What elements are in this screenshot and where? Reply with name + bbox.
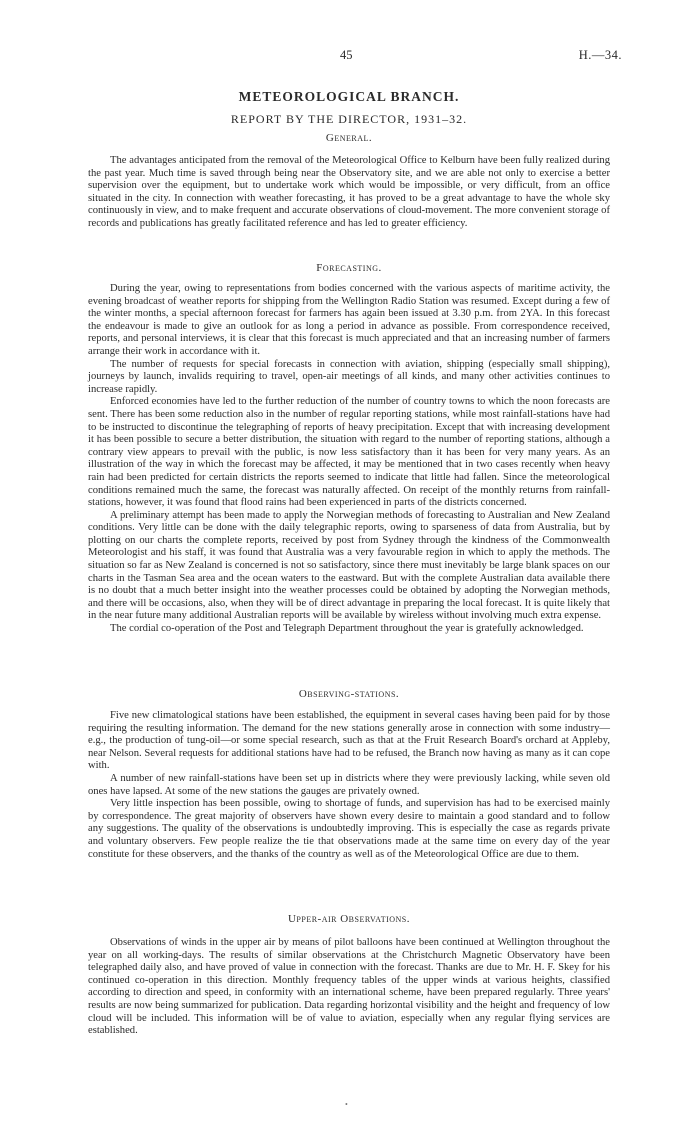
section-upper-air — [88, 937, 610, 1038]
section-general — [88, 155, 610, 231]
section-heading-forecasting: Forecasting. — [316, 262, 382, 274]
paragraph: Very little inspection has been possible, owing to shortage of funds, and supervision has had to be exercised mainly by correspondence. The great majority of observers have shown every desire to maintain a good standard and to follow any suggestions. The quality of the observations is undoubtedly improving. This is especially the case as regards private and voluntary observers. Few people realize the tie that observations made at the same time on every day of the year constitute for these observers, and the thanks of the country as well as of the Meteorological Office are due to them. — [88, 798, 610, 860]
paragraph: During the year, owing to representations from bodies concerned with the various aspects of maritime activity, the evening broadcast of weather reports for shipping from the Wellington Radio Station was resumed. Except during a few of the winter months, a special afternoon forecast for farmers has again been issued at 3.30 p.m. from 2YA. In this forecast the endeavour is made to give an outlook for as long a period in advance as possible. From correspondence received, reports, and personal interviews, it is clear that this forecast is much appreciated and that an increasing number of farmers arrange their work in accordance with it. — [88, 283, 610, 357]
paragraph: Five new climatological stations have been established, the equipment in several cases having been paid for by those requiring the resulting information. The demand for the new stations generally arose in connection with some industry—e.g., the production of tung-oil—or some special research, such as that at the Fruit Research Board's orchard at Appleby, near Nelson. Several requests for additional stations have had to be refused, the Branch now having as many as it can cope with. — [88, 710, 610, 772]
page-mark: • — [345, 1100, 348, 1109]
paragraph: The number of requests for special forecasts in connection with aviation, shipping (especially small shipping), journeys by launch, invalids requiring to travel, open-air meetings of all kinds, and many other activities continues to increase rapidly. — [88, 358, 610, 395]
paragraph: Observations of winds in the upper air by means of pilot balloons have been continued at Wellington throughout the year on all working-days. The results of similar observations at the Christchurch Magnetic Observatory have been telegraphed daily also, and have proved of value in connection with the forecast. Thanks are due to Mr. H. F. Skey for his continued co-operation in this direction. Monthly frequency tables of the upper winds at various heights, classified according to direction and speed, in conformity with an international scheme, have been prepared regularly. Three years' results are now being summarized for publication. Data regarding horizontal visibility and the height and frequency of low cloud will be included. This information will be of value to aviation, especially when any regular flying services are established. — [88, 937, 610, 1037]
page-title: METEOROLOGICAL BRANCH. — [238, 89, 460, 104]
paragraph: The cordial co-operation of the Post and Telegraph Department throughout the year is gratefully acknowledged. — [110, 623, 584, 635]
document-reference: H.—34. — [578, 48, 622, 62]
page-number: 45 — [340, 48, 353, 62]
paragraph: A preliminary attempt has been made to apply the Norwegian methods of forecasting to Australian and New Zealand conditions. Very little can be done with the daily telegraphic reports, owing to sparseness of data from Australia, but by plotting on our charts the complete reports, received by post from Sydney through the kindness of the Commonwealth Meteorologist and his staff, it was found that Australia was a very favourable region in which to apply the methods. The situation so far as New Zealand is concerned is not so satisfactory, since there must inevitably be large blank spaces on our charts in the Tasman Sea area and the ocean waters to the eastward. But with the complete Australian data available there is no doubt that a much better insight into the weather processes could be obtained by adopting the Norwegian methods, and there will be occasions, also, when they will be of direct advantage in preparing the local forecast. It is quite likely that in the near future many additional Australian reports will be available by wireless without involving much extra expense. — [88, 509, 610, 622]
section-heading-general: General. — [325, 132, 373, 144]
section-heading-upper-air: Upper-air Observations. — [287, 913, 410, 925]
paragraph: The advantages anticipated from the removal of the Meteorological Office to Kelburn have been fully realized during the past year. Much time is saved through being near the Observatory site, and we are able not only to exercise a better supervision over the equipment, but to undertake work which would be impossible, or very difficult, from an office situated in the city. In connection with weather forecasting, it has proved to be a great advantage to have the whole sky continuously in view, and to make frequent and accurate observations of cloud-movement. The more convenient storage of records and publications has greatly facilitated reference and has led to greater efficiency. — [88, 155, 610, 229]
paragraph: Enforced economies have led to the further reduction of the number of country towns to which the noon forecasts are sent. There has been some reduction also in the number of regular reporting stations, while most rainfall-stations have had to be instructed to discontinue the telegraphing of reports of heavy precipitation. Except that with increasing development it has been possible to secure a better distribution, the situation with regard to the number of reporting stations, although a contrary view appears to prevail with the public, is now less satisfactory than it has been for very many years. As an illustration of the way in which the forecast may be affected, it may be mentioned that in two cases recently when heavy rain had been predicted for certain districts the reports seemed to indicate that little had fallen. Since the meteorological conditions remained much the same, the forecast was naturally affected. On receipt of the monthly returns from rainfall-stations, however, it was found that flood rains had been experienced in parts of the districts concerned. — [88, 396, 610, 509]
section-heading-observing-stations: Observing-stations. — [298, 688, 400, 700]
section-observing-stations — [88, 710, 610, 861]
section-forecasting — [88, 283, 610, 636]
report-subtitle: REPORT BY THE DIRECTOR, 1931–32. — [230, 112, 468, 126]
paragraph: A number of new rainfall-stations have been set up in districts where they were previously lacking, while seven old ones have lapsed. At some of the new stations the gauges are privately owned. — [88, 772, 610, 797]
